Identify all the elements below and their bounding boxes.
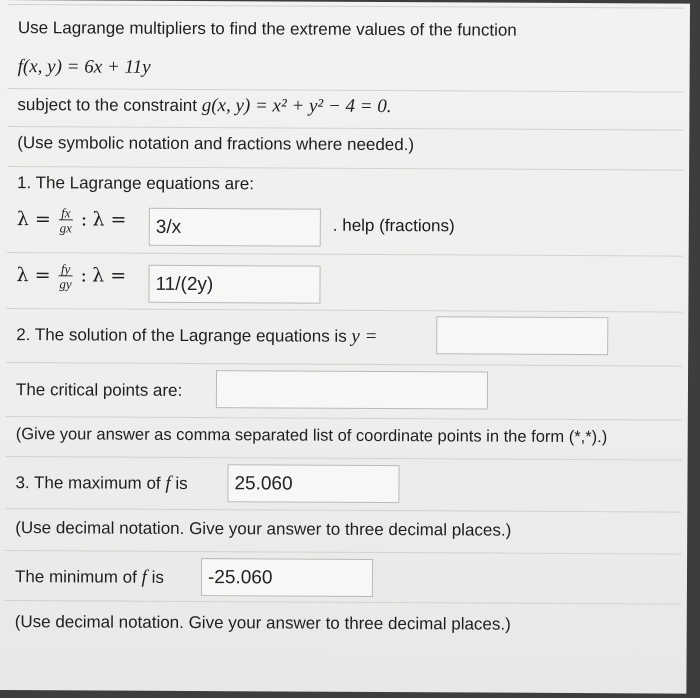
divider [7,166,683,171]
max-decimal-note: (Use decimal notation. Give your answer to three decimal places.) [15,518,512,540]
help-fractions-link[interactable]: . help (fractions) [332,215,455,236]
is-word: is [175,473,188,493]
divider [7,252,683,257]
minimum-label: The minimum of [14,567,137,587]
constraint-expression: g(x, y) = x² + y² − 4 = 0. [201,95,392,118]
constraint-line [17,94,391,118]
maximum-line [15,472,187,495]
minimum-line [15,566,164,589]
divider [6,308,682,313]
divider [7,126,683,131]
intro-text: Use Lagrange multipliers to find the extreme values of the function [17,18,517,40]
fraction-fy-gy [59,262,73,290]
solution-input[interactable] [436,316,608,355]
function-expression: f(x, y) = 6x + 11y [17,56,151,78]
lagrange-answer-2-input[interactable]: 11/(2y) [148,265,320,304]
divider [6,456,682,461]
fraction-denominator: gy [59,276,72,292]
lambda-label: λ = [16,264,51,287]
fraction-numerator: fy [60,261,71,277]
fraction-numerator: fx [61,205,71,221]
lambda-label: λ = [92,208,127,231]
critical-points-label: The critical points are: [15,380,183,400]
lambda-label: λ = [16,208,51,231]
maximum-label: 3. The maximum of [15,473,161,493]
step2-title: 2. The solution of the Lagrange equations is [16,325,347,346]
lagrange-eq-row-1 [17,206,127,235]
lambda-label: λ = [92,264,127,287]
y-equals: y = [351,325,378,347]
colon: : [80,208,88,231]
divider [8,4,684,9]
step2-title-line [16,324,377,348]
is-word: is [151,567,164,587]
colon: : [80,264,87,287]
constraint-prefix: subject to the constraint [17,95,198,116]
step1-title: 1. The Lagrange equations are: [16,173,255,194]
f-symbol: f [141,566,147,588]
divider [8,88,684,93]
divider [6,416,682,421]
divider [5,600,681,605]
fraction-fx-gx [59,206,73,234]
min-decimal-note: (Use decimal notation. Give your answer to three decimal places.) [14,612,511,634]
divider [5,508,681,513]
fraction-denominator: gx [59,220,72,236]
divider [6,362,682,367]
notation-note: (Use symbolic notation and fractions where needed.) [17,133,415,155]
critical-points-input[interactable] [216,370,488,409]
critical-points-note: (Give your answer as comma separated list of coordinate points in the form (*,*).) [15,425,608,447]
lagrange-eq-row-2 [16,262,126,291]
minimum-input[interactable]: -25.060 [201,558,373,597]
maximum-input[interactable]: 25.060 [227,464,399,503]
divider [5,550,681,555]
f-symbol: f [165,472,171,494]
lagrange-answer-1-input[interactable]: 3/x [149,208,321,247]
